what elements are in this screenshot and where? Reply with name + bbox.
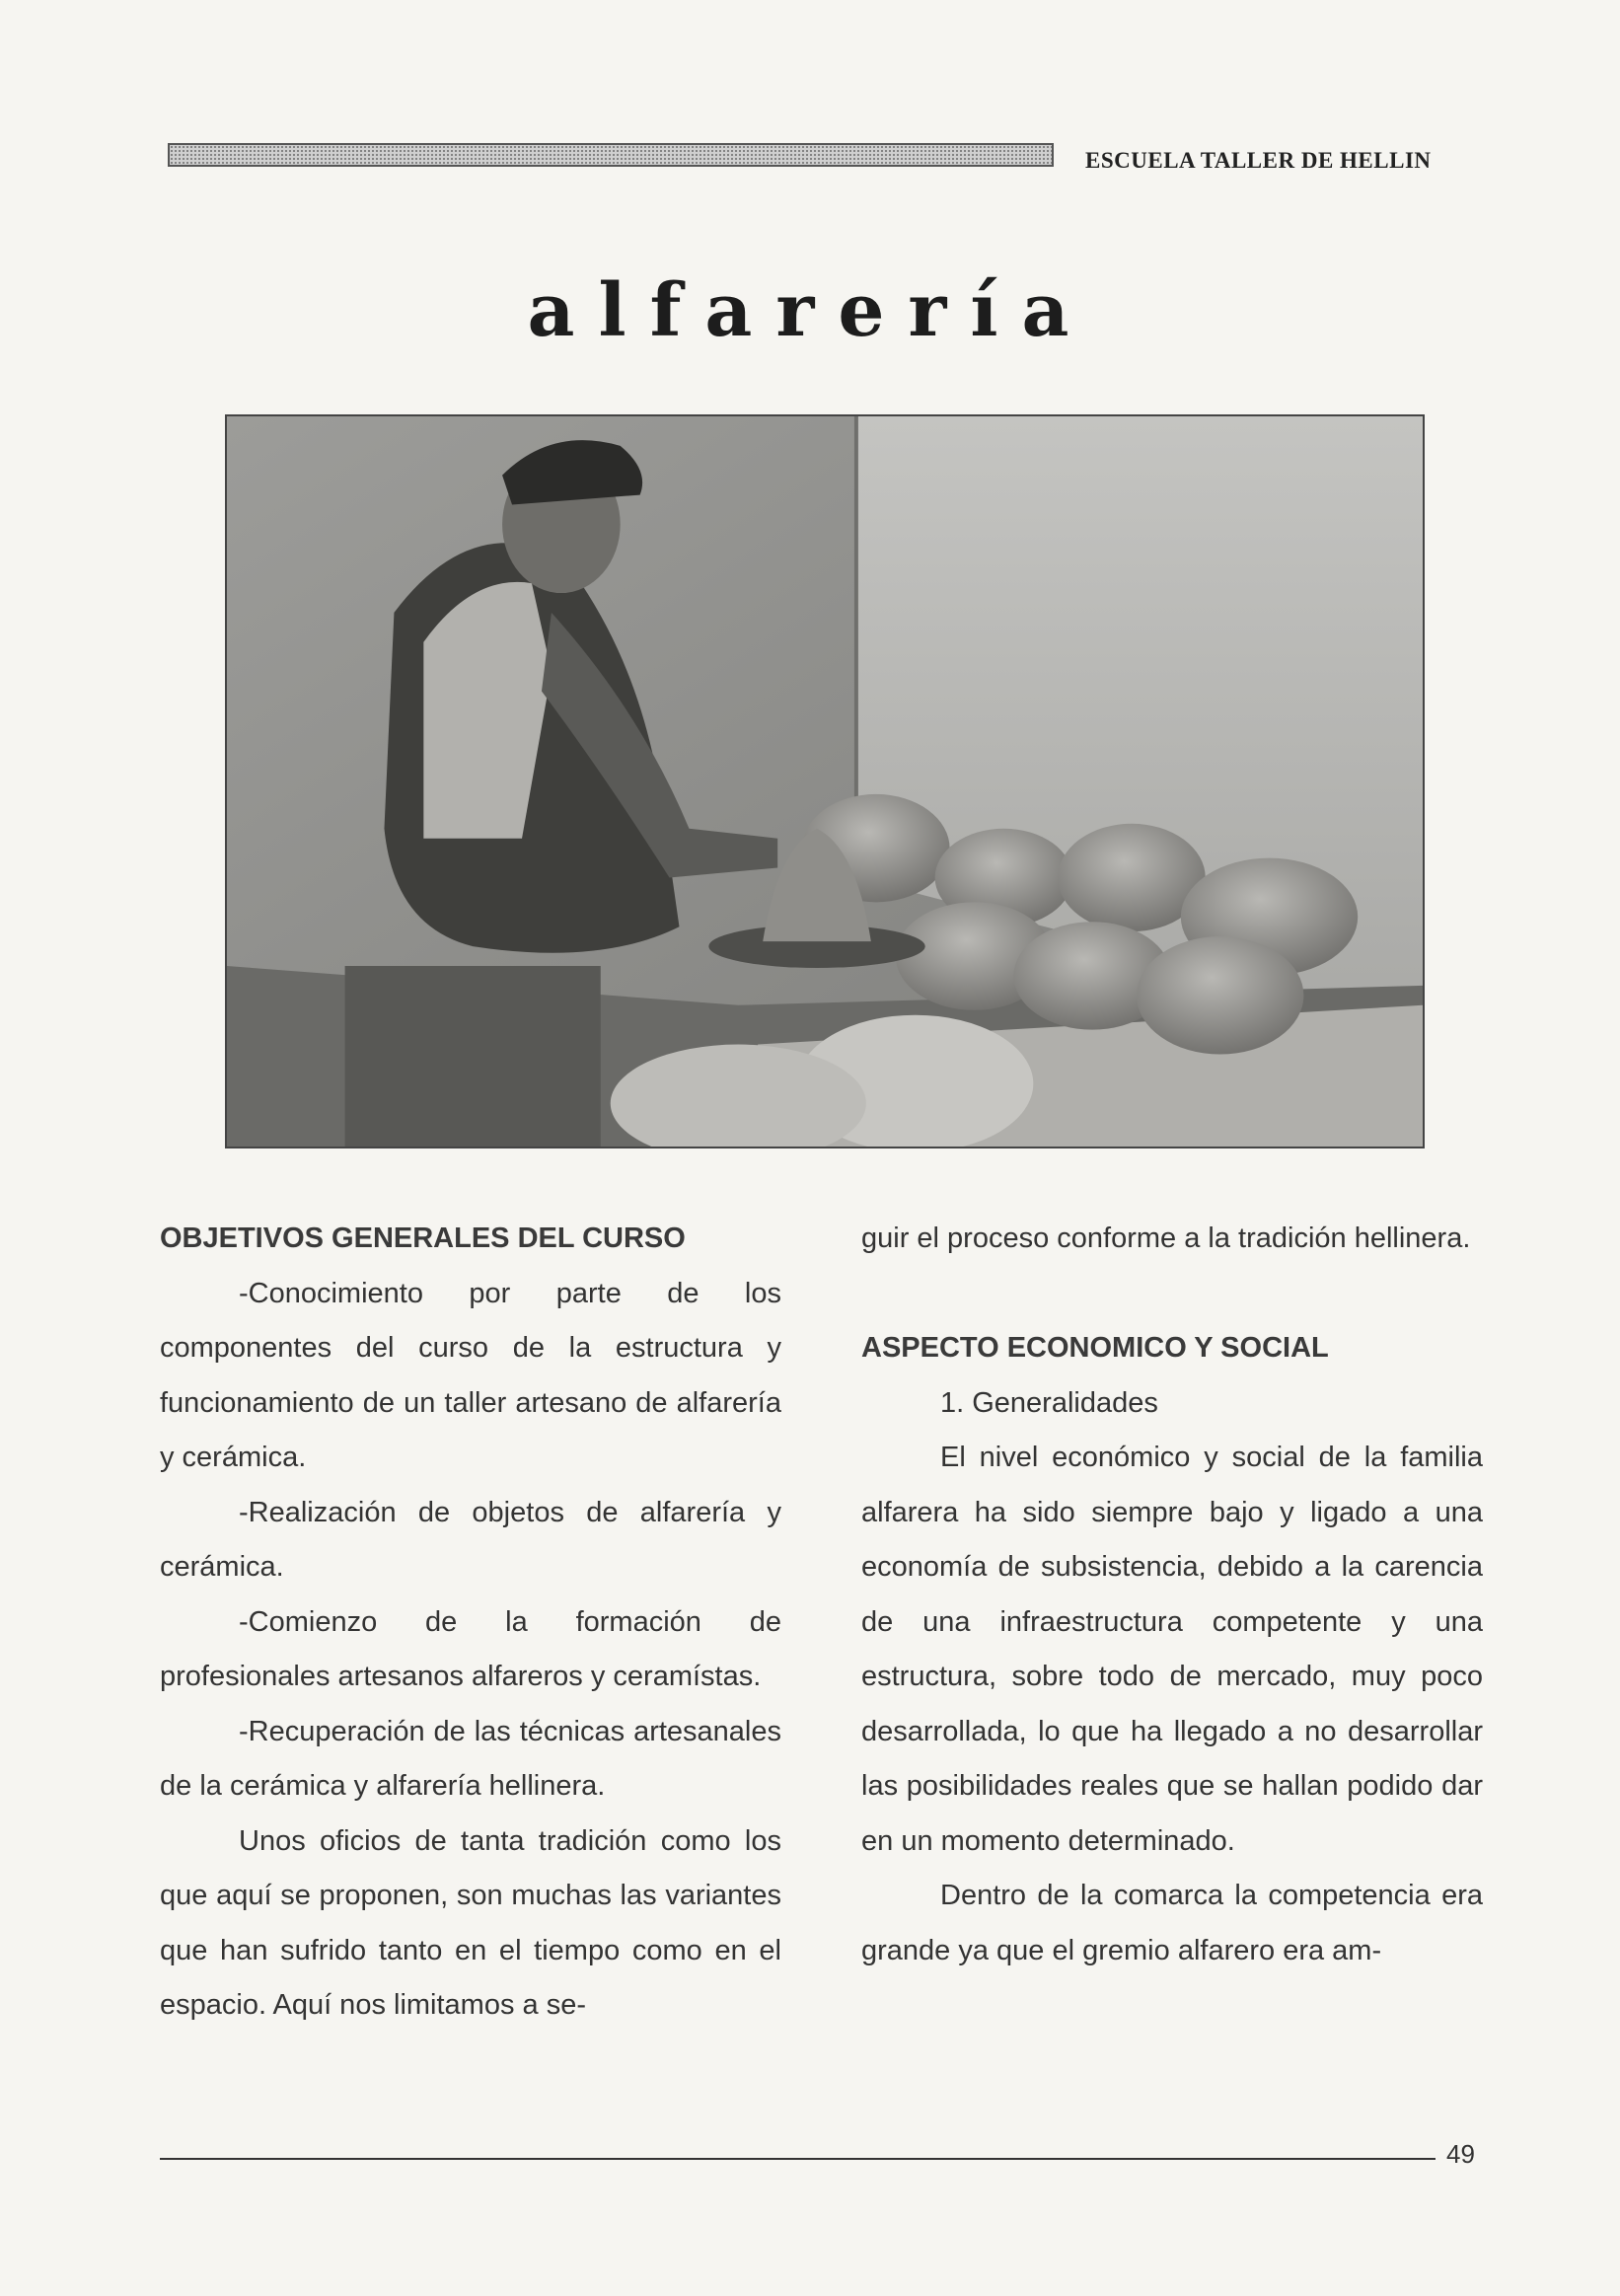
left-column bbox=[160, 1212, 781, 2034]
paragraph: El nivel económico y social de la familia alfarera ha sido siempre bajo y ligado a una economía de subsistencia, debido a la carencia de una infraestructura competente y una estructura, sobre todo de mercado, muy poco desarrollada, lo que ha llegado a no desarrollar las posibilidades reales que se hallan podido dar en un momento determinado. bbox=[861, 1442, 1483, 1857]
paragraph: -Conocimiento por parte de los componentes del curso de la estructura y funcionamiento de un taller artesano de alfarería y cerámica. bbox=[160, 1277, 781, 1473]
header-title: ESCUELA TALLER DE HELLIN bbox=[1085, 148, 1432, 173]
paragraph: -Realización de objetos de alfarería y cerámica. bbox=[160, 1496, 781, 1583]
subsection-heading: 1. Generalidades bbox=[940, 1386, 1158, 1419]
right-column bbox=[861, 1212, 1483, 1978]
header-dotted-bar bbox=[168, 143, 1054, 167]
section-heading-aspecto: ASPECTO ECONOMICO Y SOCIAL bbox=[861, 1332, 1329, 1364]
paragraph: -Recuperación de las técnicas artesanales de la cerámica y alfarería hellinera. bbox=[160, 1715, 781, 1802]
paragraph: -Comienzo de la formación de profesionales artesanos alfareros y ceramístas. bbox=[160, 1605, 781, 1692]
page-title: alfarería bbox=[527, 268, 1093, 353]
photo-illustration bbox=[227, 416, 1423, 1147]
page-number: 49 bbox=[1446, 2139, 1475, 2169]
spacer bbox=[861, 1267, 1483, 1322]
potter-at-wheel-photo bbox=[225, 414, 1425, 1148]
section-heading-objetivos: OBJETIVOS GENERALES DEL CURSO bbox=[160, 1222, 686, 1254]
footer-divider bbox=[160, 2158, 1436, 2160]
paragraph: Unos oficios de tanta tradición como los que aquí se proponen, son muchas las variantes que han sufrido tanto en el tiempo como en el espacio. Aquí nos limitamos a se- bbox=[160, 1824, 781, 2021]
paragraph-continuation: guir el proceso conforme a la tradición hellinera. bbox=[861, 1222, 1471, 1254]
paragraph: Dentro de la comarca la competencia era grande ya que el gremio alfarero era am- bbox=[861, 1880, 1483, 1966]
